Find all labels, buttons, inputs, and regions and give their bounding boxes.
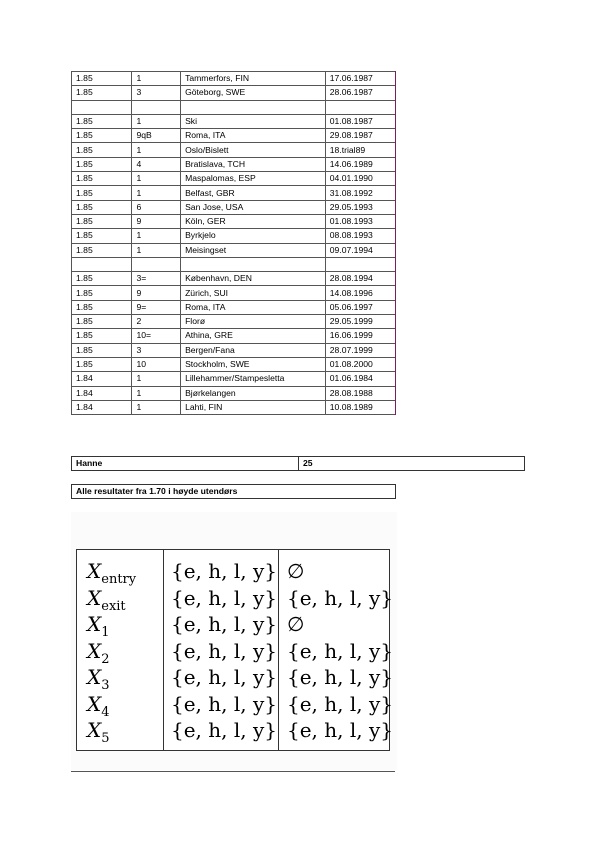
cell-venue: København, DEN [181, 272, 326, 286]
cell-height: 1.85 [72, 186, 132, 200]
cell-date: 29.05.1993 [325, 200, 395, 214]
math-set-first: {e, h, l, y} [171, 585, 278, 610]
athlete-table [71, 456, 525, 471]
table-row [72, 372, 396, 386]
table-row [72, 357, 396, 371]
math-variable-symbol: X [87, 718, 102, 742]
table-edge-line [395, 71, 396, 415]
cell-height [72, 100, 132, 114]
math-variable-subscript: 3 [101, 678, 110, 693]
cell-place: 9= [132, 300, 181, 314]
math-figure [71, 512, 397, 770]
cell-height: 1.85 [72, 286, 132, 300]
math-variable-subscript: exit [101, 598, 126, 614]
cell-venue [181, 257, 326, 271]
math-set-first: {e, h, l, y} [171, 718, 278, 742]
table-row [72, 100, 396, 114]
cell-height: 1.85 [72, 114, 132, 128]
math-variable-symbol: X [87, 585, 102, 610]
cell-place: 1 [132, 229, 181, 243]
cell-place: 2 [132, 315, 181, 329]
cell-place: 1 [132, 172, 181, 186]
table-row [72, 200, 396, 214]
section-heading: Alle resultater fra 1.70 i høyde utendørs [71, 484, 396, 499]
cell-place [132, 100, 181, 114]
math-row [77, 691, 394, 720]
math-variable-subscript: 5 [101, 731, 110, 746]
cell-place: 10 [132, 357, 181, 371]
math-set-second: {e, h, l, y} [287, 691, 394, 716]
cell-height: 1.85 [72, 157, 132, 171]
math-row [77, 664, 394, 693]
cell-venue: Roma, ITA [181, 300, 326, 314]
cell-place: 3= [132, 272, 181, 286]
table-row [72, 143, 396, 157]
cell-height: 1.85 [72, 214, 132, 228]
cell-height: 1.85 [72, 272, 132, 286]
table-row [72, 272, 396, 286]
cell-place [132, 257, 181, 271]
table-row [72, 300, 396, 314]
cell-height: 1.85 [72, 172, 132, 186]
table-row [72, 72, 396, 86]
cell-date: 04.01.1990 [325, 172, 395, 186]
cell-place: 3 [132, 86, 181, 100]
cell-date: 16.06.1999 [325, 329, 395, 343]
cell-height: 1.85 [72, 229, 132, 243]
cell-place: 1 [132, 400, 181, 414]
math-set-second: {e, h, l, y} [287, 585, 394, 610]
cell-height: 1.85 [72, 315, 132, 329]
athlete-count: 25 [299, 457, 525, 471]
cell-place: 1 [132, 114, 181, 128]
math-variable-symbol: X [87, 665, 102, 689]
athlete-name: Hanne [72, 457, 299, 471]
cell-venue: Bergen/Fana [181, 343, 326, 357]
cell-height: 1.85 [72, 243, 132, 257]
table-row [72, 157, 396, 171]
math-set-first: {e, h, l, y} [171, 691, 278, 716]
cell-date: 29.05.1999 [325, 315, 395, 329]
bottom-rule [71, 771, 395, 772]
cell-place: 1 [132, 72, 181, 86]
cell-date: 17.06.1987 [325, 72, 395, 86]
math-variable-subscript: 2 [101, 651, 110, 667]
cell-venue: Byrkjelo [181, 229, 326, 243]
cell-venue: Lahti, FIN [181, 400, 326, 414]
table-row [72, 229, 396, 243]
cell-date: 10.08.1989 [325, 400, 395, 414]
cell-date: 09.07.1994 [325, 243, 395, 257]
cell-date: 31.08.1992 [325, 186, 395, 200]
cell-date: 14.08.1996 [325, 286, 395, 300]
cell-venue: Florø [181, 315, 326, 329]
table-row [72, 386, 396, 400]
table-row [72, 257, 396, 271]
math-variable-subscript: 4 [101, 704, 110, 720]
math-variable-subscript: entry [101, 572, 137, 587]
cell-venue: Ski [181, 114, 326, 128]
results-body [72, 72, 396, 415]
table-row [72, 329, 396, 343]
cell-venue: Lillehammer/Stampesletta [181, 372, 326, 386]
table-row [72, 186, 396, 200]
cell-venue: Belfast, GBR [181, 186, 326, 200]
math-variable-symbol: X [87, 638, 102, 663]
table-row [72, 172, 396, 186]
cell-height: 1.85 [72, 72, 132, 86]
math-set-second: {e, h, l, y} [287, 718, 394, 742]
cell-venue: Tammerfors, FIN [181, 72, 326, 86]
athlete-row [72, 457, 525, 471]
results-table [71, 71, 396, 415]
math-variable-subscript: 1 [101, 625, 110, 640]
math-variable-symbol: X [87, 691, 102, 716]
cell-venue: Göteborg, SWE [181, 86, 326, 100]
cell-date: 05.06.1997 [325, 300, 395, 314]
cell-place: 1 [132, 372, 181, 386]
cell-date: 01.08.1993 [325, 214, 395, 228]
table-row [72, 214, 396, 228]
cell-place: 9 [132, 214, 181, 228]
math-row [77, 717, 394, 746]
cell-venue: Bjørkelangen [181, 386, 326, 400]
math-set-second: {e, h, l, y} [287, 638, 394, 663]
cell-height: 1.85 [72, 129, 132, 143]
cell-venue: Stockholm, SWE [181, 357, 326, 371]
cell-date: 08.08.1993 [325, 229, 395, 243]
math-row [77, 585, 394, 614]
cell-date: 01.06.1984 [325, 372, 395, 386]
cell-date [325, 100, 395, 114]
math-set-second: ∅ [287, 559, 305, 583]
math-set-first: {e, h, l, y} [171, 559, 278, 583]
math-set-second: ∅ [287, 612, 305, 636]
math-row [77, 611, 389, 640]
cell-height: 1.84 [72, 400, 132, 414]
table-row [72, 243, 396, 257]
table-row [72, 343, 396, 357]
cell-place: 4 [132, 157, 181, 171]
table-row [72, 129, 396, 143]
table-row [72, 400, 396, 414]
cell-place: 9 [132, 286, 181, 300]
cell-height: 1.85 [72, 300, 132, 314]
table-row [72, 86, 396, 100]
cell-height: 1.84 [72, 372, 132, 386]
table-row [72, 286, 396, 300]
cell-date: 28.08.1988 [325, 386, 395, 400]
cell-date: 18.trial89 [325, 143, 395, 157]
cell-date: 28.08.1994 [325, 272, 395, 286]
cell-venue: Roma, ITA [181, 129, 326, 143]
math-set-first: {e, h, l, y} [171, 665, 278, 689]
cell-place: 1 [132, 143, 181, 157]
cell-height: 1.85 [72, 357, 132, 371]
cell-date: 14.06.1989 [325, 157, 395, 171]
cell-date: 29.08.1987 [325, 129, 395, 143]
cell-venue: San Jose, USA [181, 200, 326, 214]
math-variable [87, 717, 110, 752]
table-row [72, 315, 396, 329]
cell-venue: Köln, GER [181, 214, 326, 228]
cell-venue [181, 100, 326, 114]
cell-height: 1.85 [72, 86, 132, 100]
cell-height [72, 257, 132, 271]
math-set-second: {e, h, l, y} [287, 665, 394, 689]
math-variable-symbol: X [87, 612, 102, 636]
math-row [77, 638, 394, 667]
cell-date [325, 257, 395, 271]
cell-date: 28.06.1987 [325, 86, 395, 100]
cell-venue: Athina, GRE [181, 329, 326, 343]
cell-venue: Zürich, SUI [181, 286, 326, 300]
math-row [77, 558, 389, 587]
cell-height: 1.84 [72, 386, 132, 400]
cell-height: 1.85 [72, 200, 132, 214]
cell-place: 10= [132, 329, 181, 343]
math-set-first: {e, h, l, y} [171, 638, 278, 663]
cell-height: 1.85 [72, 143, 132, 157]
cell-height: 1.85 [72, 343, 132, 357]
cell-place: 9qB [132, 129, 181, 143]
cell-place: 1 [132, 243, 181, 257]
cell-date: 28.07.1999 [325, 343, 395, 357]
cell-venue: Maspalomas, ESP [181, 172, 326, 186]
math-set-first: {e, h, l, y} [171, 612, 278, 636]
math-table [76, 549, 394, 751]
cell-date: 01.08.2000 [325, 357, 395, 371]
cell-venue: Bratislava, TCH [181, 157, 326, 171]
cell-date: 01.08.1987 [325, 114, 395, 128]
math-variable-symbol: X [87, 559, 102, 583]
cell-place: 6 [132, 200, 181, 214]
cell-height: 1.85 [72, 329, 132, 343]
cell-place: 3 [132, 343, 181, 357]
cell-place: 1 [132, 186, 181, 200]
cell-place: 1 [132, 386, 181, 400]
table-row [72, 114, 396, 128]
cell-venue: Meisingset [181, 243, 326, 257]
cell-venue: Oslo/Bislett [181, 143, 326, 157]
